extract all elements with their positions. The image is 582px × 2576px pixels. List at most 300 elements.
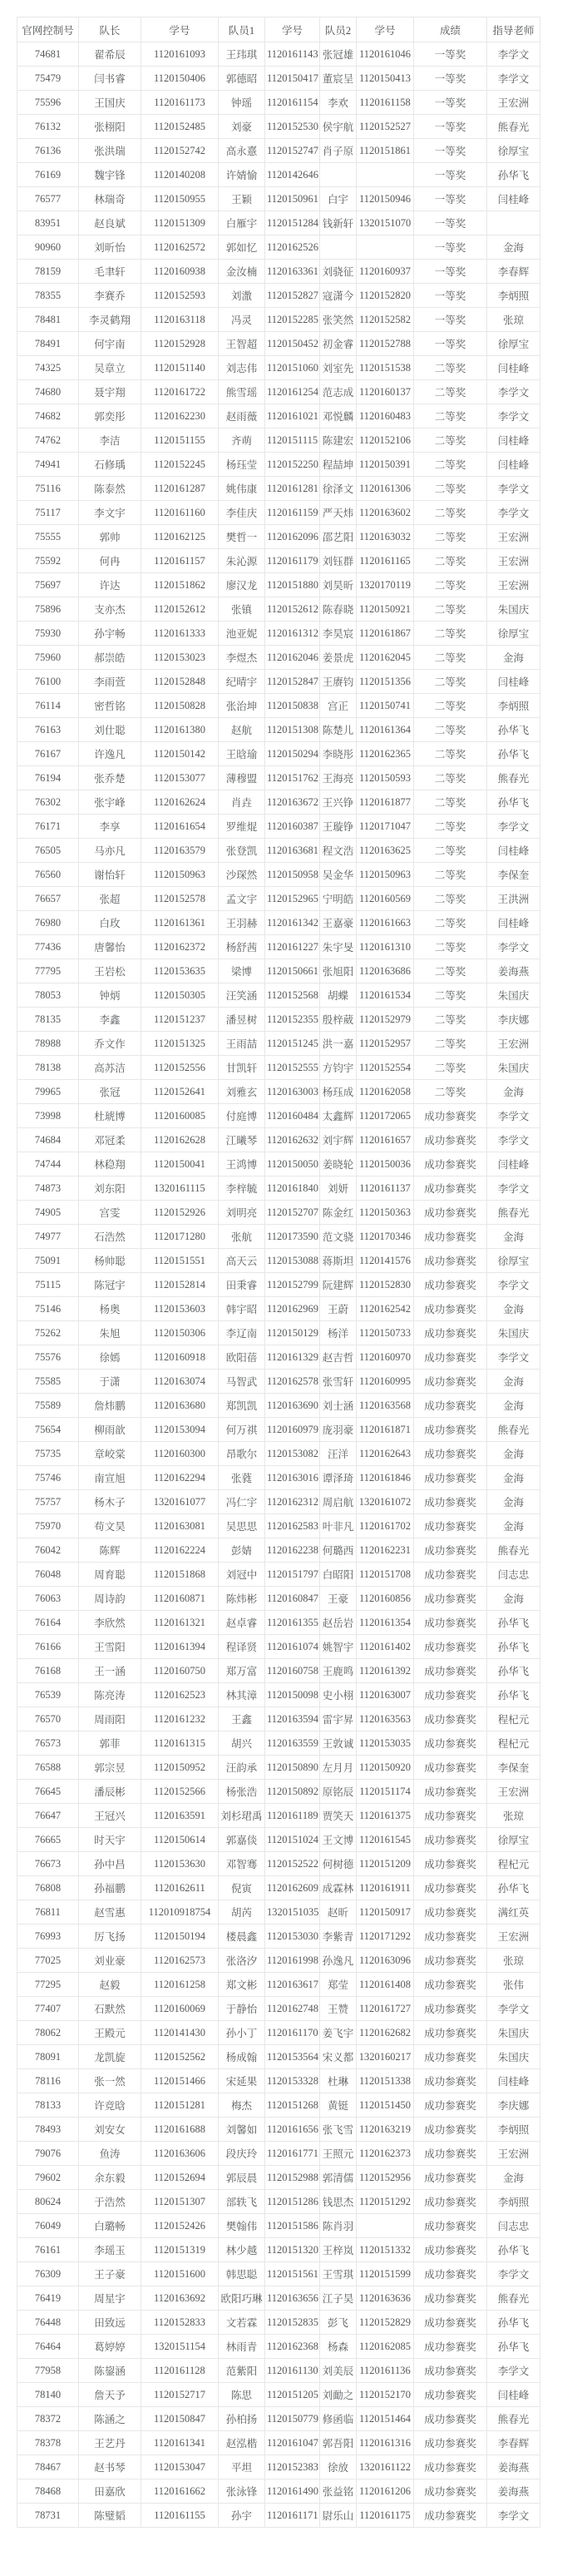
cell-advisor: 孙华飞 xyxy=(487,2238,540,2262)
cell-member1-id: 1120150452 xyxy=(265,332,320,356)
cell-member1: 罗维焜 xyxy=(219,815,265,839)
cell-member2: 程文浩 xyxy=(320,839,357,863)
cell-control-number: 74682 xyxy=(17,404,79,429)
cell-member1: 文若霖 xyxy=(219,2311,265,2335)
cell-member2: 杨洋 xyxy=(320,1321,357,1345)
cell-member2-id: 1120151450 xyxy=(357,2093,414,2118)
cell-member2: 谭泽琦 xyxy=(320,1466,357,1490)
cell-member2: 李紫青 xyxy=(320,1925,357,1949)
cell-advisor: 李炳照 xyxy=(487,694,540,718)
cell-member1: 刘雅玄 xyxy=(219,1080,265,1104)
cell-leader: 陈璧韬 xyxy=(79,2504,141,2528)
cell-member1-id: 1120161771 xyxy=(265,2142,320,2166)
cell-leader: 鱼涛 xyxy=(79,2142,141,2166)
cell-leader: 陈亮涛 xyxy=(79,1683,141,1707)
cell-advisor: 金海 xyxy=(487,1587,540,1611)
table-row xyxy=(17,525,540,549)
table-row xyxy=(17,2335,540,2359)
cell-member1-id: 1120152965 xyxy=(265,887,320,911)
cell-leader: 李瑶玉 xyxy=(79,2238,141,2262)
cell-member2: 黄铤 xyxy=(320,2093,357,2118)
cell-member1-id: 1120150098 xyxy=(265,1683,320,1707)
cell-advisor: 金海 xyxy=(487,1466,540,1490)
cell-advisor: 熊春光 xyxy=(487,766,540,790)
cell-leader: 乔文作 xyxy=(79,1032,141,1056)
cell-result: 成功参赛奖 xyxy=(414,2479,487,2504)
cell-control-number: 75757 xyxy=(17,1490,79,1514)
cell-leader-id: 1120151309 xyxy=(141,211,219,235)
cell-member2-id: 1120151338 xyxy=(357,2069,414,2093)
cell-member1: 刘杉珺禹 xyxy=(219,1804,265,1828)
cell-member1: 林少越 xyxy=(219,2238,265,2262)
cell-control-number: 76577 xyxy=(17,187,79,211)
cell-leader: 翟希辰 xyxy=(79,42,141,67)
cell-leader-id: 1120151466 xyxy=(141,2069,219,2093)
cell-leader: 孙宇畅 xyxy=(79,622,141,646)
cell-result: 二等奖 xyxy=(414,863,487,887)
cell-leader-id: 1120162372 xyxy=(141,935,219,959)
cell-member1-id: 1120160484 xyxy=(265,1104,320,1128)
cell-member1-id: 1120163016 xyxy=(265,1466,320,1490)
table-row xyxy=(17,2431,540,2455)
table-row xyxy=(17,2093,540,2118)
table-row xyxy=(17,694,540,718)
cell-member1: 何万祺 xyxy=(219,1418,265,1442)
cell-member2: 严天炜 xyxy=(320,501,357,525)
cell-member1-id: 1120153564 xyxy=(265,2045,320,2069)
cell-member1: 杨张浩 xyxy=(219,1780,265,1804)
cell-member2: 王璇铮 xyxy=(320,815,357,839)
cell-member2-id: 1120161727 xyxy=(357,1997,414,2021)
cell-leader: 余东毅 xyxy=(79,2166,141,2190)
cell-result: 二等奖 xyxy=(414,597,487,622)
cell-member2-id: 1120152830 xyxy=(357,1273,414,1297)
cell-member2-id: 1120152829 xyxy=(357,2311,414,2335)
cell-member2-id: 1120163568 xyxy=(357,1394,414,1418)
table-row xyxy=(17,429,540,453)
cell-advisor: 李学文 xyxy=(487,67,540,91)
cell-result: 成功参赛奖 xyxy=(414,1225,487,1249)
cell-advisor: 熊春光 xyxy=(487,1538,540,1563)
cell-advisor: 金海 xyxy=(487,1297,540,1321)
cell-member1-id: 1120161159 xyxy=(265,501,320,525)
cell-member2: 赵吉哲 xyxy=(320,1345,357,1370)
cell-member2-id: 1320151070 xyxy=(357,211,414,235)
cell-leader-id: 1120141430 xyxy=(141,2021,219,2045)
cell-result: 二等奖 xyxy=(414,453,487,477)
cell-advisor: 闫桂峰 xyxy=(487,429,540,453)
cell-advisor: 李学文 xyxy=(487,815,540,839)
cell-leader: 柳雨歆 xyxy=(79,1418,141,1442)
cell-leader: 陈涵之 xyxy=(79,2407,141,2431)
cell-result: 二等奖 xyxy=(414,501,487,525)
cell-member1-id: 1120150050 xyxy=(265,1152,320,1177)
cell-leader: 何宇南 xyxy=(79,332,141,356)
table-row xyxy=(17,2214,540,2238)
table-row xyxy=(17,404,540,429)
cell-leader: 张一然 xyxy=(79,2069,141,2093)
table-row xyxy=(17,2069,540,2093)
cell-control-number: 76194 xyxy=(17,766,79,790)
cell-member2-id: 1120160937 xyxy=(357,260,414,284)
cell-control-number: 78481 xyxy=(17,308,79,332)
cell-leader-id: 1120150142 xyxy=(141,742,219,766)
cell-member2: 何树德 xyxy=(320,1852,357,1876)
table-row xyxy=(17,1345,540,1370)
table-row xyxy=(17,1997,540,2021)
cell-member1-id: 1120160847 xyxy=(265,1587,320,1611)
table-row xyxy=(17,790,540,815)
cell-leader: 李赛乔 xyxy=(79,284,141,308)
cell-leader: 张栩阳 xyxy=(79,115,141,139)
cell-member2: 王赓钧 xyxy=(320,670,357,694)
cell-advisor: 闫桂峰 xyxy=(487,453,540,477)
table-row xyxy=(17,597,540,622)
cell-member1-id: 1120151284 xyxy=(265,211,320,235)
cell-result: 一等奖 xyxy=(414,42,487,67)
cell-member1: 吴思思 xyxy=(219,1514,265,1538)
cell-member1-id: 1120161281 xyxy=(265,477,320,501)
cell-result: 成功参赛奖 xyxy=(414,1152,487,1177)
cell-result: 一等奖 xyxy=(414,163,487,187)
cell-member2: 李昊宸 xyxy=(320,622,357,646)
table-row xyxy=(17,2045,540,2069)
cell-member2: 宋义都 xyxy=(320,2045,357,2069)
cell-member2-id: 1120161871 xyxy=(357,1418,414,1442)
cell-control-number: 75146 xyxy=(17,1297,79,1321)
cell-member2-id: 1120150733 xyxy=(357,1321,414,1345)
cell-leader-id: 1120160300 xyxy=(141,1442,219,1466)
cell-leader: 王国庆 xyxy=(79,91,141,115)
cell-member1-id: 1120151880 xyxy=(265,573,320,597)
cell-member1: 李梓毓 xyxy=(219,1177,265,1201)
cell-advisor: 闫桂峰 xyxy=(487,2383,540,2407)
cell-member2-id: 1120161867 xyxy=(357,622,414,646)
cell-advisor: 闫桂峰 xyxy=(487,187,540,211)
cell-member2: 杨珏成 xyxy=(320,1080,357,1104)
cell-member2: 张飞雪 xyxy=(320,2118,357,2142)
cell-result: 二等奖 xyxy=(414,1008,487,1032)
cell-leader-id: 1120151325 xyxy=(141,1032,219,1056)
cell-control-number: 76171 xyxy=(17,815,79,839)
cell-control-number: 78159 xyxy=(17,260,79,284)
cell-member2: 汪洋 xyxy=(320,1442,357,1466)
cell-member1-id: 1120163361 xyxy=(265,260,320,284)
cell-member1: 郭嘉倓 xyxy=(219,1828,265,1852)
cell-result: 二等奖 xyxy=(414,694,487,718)
cell-result: 二等奖 xyxy=(414,404,487,429)
cell-member1: 王颖 xyxy=(219,187,265,211)
cell-member1-id: 1120162046 xyxy=(265,646,320,670)
cell-result: 成功参赛奖 xyxy=(414,2455,487,2479)
cell-leader: 王殿元 xyxy=(79,2021,141,2045)
cell-member2: 彭飞 xyxy=(320,2311,357,2335)
cell-result: 二等奖 xyxy=(414,959,487,983)
cell-result: 成功参赛奖 xyxy=(414,1128,487,1152)
cell-advisor: 金海 xyxy=(487,1225,540,1249)
cell-result: 成功参赛奖 xyxy=(414,1949,487,1973)
cell-member2: 朱宇旻 xyxy=(320,935,357,959)
table-row xyxy=(17,42,540,67)
cell-result: 成功参赛奖 xyxy=(414,2118,487,2142)
cell-member2-id: 1120161046 xyxy=(357,42,414,67)
cell-result: 成功参赛奖 xyxy=(414,1466,487,1490)
table-row xyxy=(17,1949,540,1973)
cell-leader: 唐馨怡 xyxy=(79,935,141,959)
table-row xyxy=(17,935,540,959)
cell-leader: 于潇 xyxy=(79,1370,141,1394)
cell-member1-id: 1120161154 xyxy=(265,91,320,115)
cell-result: 成功参赛奖 xyxy=(414,1828,487,1852)
cell-result: 成功参赛奖 xyxy=(414,2431,487,2455)
cell-control-number: 74681 xyxy=(17,42,79,67)
cell-member1: 欧阳巧琳 xyxy=(219,2286,265,2311)
cell-control-number: 76980 xyxy=(17,911,79,935)
cell-result: 二等奖 xyxy=(414,983,487,1008)
cell-leader: 张冠 xyxy=(79,1080,141,1104)
cell-member2: 修函临 xyxy=(320,2407,357,2431)
cell-member2: 王照元 xyxy=(320,2142,357,2166)
cell-result: 成功参赛奖 xyxy=(414,2190,487,2214)
cell-leader-id: 1120171280 xyxy=(141,1225,219,1249)
table-row xyxy=(17,2359,540,2383)
cell-member2-id: 1120171292 xyxy=(357,1925,414,1949)
cell-result: 二等奖 xyxy=(414,815,487,839)
cell-result: 二等奖 xyxy=(414,646,487,670)
cell-leader-id: 1120160918 xyxy=(141,1345,219,1370)
cell-member2-id: 1120150593 xyxy=(357,766,414,790)
cell-control-number: 76163 xyxy=(17,718,79,742)
cell-leader-id: 1120162224 xyxy=(141,1538,219,1563)
cell-leader-id: 1120152485 xyxy=(141,115,219,139)
cell-member1-id: 1120152568 xyxy=(265,983,320,1008)
table-row xyxy=(17,1008,540,1032)
cell-leader: 刘东阳 xyxy=(79,1177,141,1201)
table-row xyxy=(17,1876,540,1900)
cell-advisor: 姜海燕 xyxy=(487,959,540,983)
cell-advisor: 王宏洲 xyxy=(487,1925,540,1949)
cell-member2-id: 1120161911 xyxy=(357,1876,414,1900)
cell-member2-id: 1120161657 xyxy=(357,1128,414,1152)
cell-result: 二等奖 xyxy=(414,935,487,959)
table-row xyxy=(17,332,540,356)
cell-member2: 郭清儒 xyxy=(320,2166,357,2190)
cell-member1-id: 1120151286 xyxy=(265,2190,320,2214)
cell-member2-id: 1120161354 xyxy=(357,1611,414,1635)
cell-advisor: 王宏洲 xyxy=(487,91,540,115)
cell-member1: 倪寅 xyxy=(219,1876,265,1900)
table-row xyxy=(17,573,540,597)
cell-member1-id: 1120151115 xyxy=(265,429,320,453)
table-row xyxy=(17,1032,540,1056)
cell-advisor: 李学文 xyxy=(487,1128,540,1152)
cell-member1-id: 1120151268 xyxy=(265,2093,320,2118)
cell-member1-id: 1120153328 xyxy=(265,2069,320,2093)
cell-control-number: 75115 xyxy=(17,1273,79,1297)
cell-member2: 王海亮 xyxy=(320,766,357,790)
results-table xyxy=(17,17,540,2528)
cell-member1-id: 1120161656 xyxy=(265,2118,320,2142)
cell-leader-id: 1120152566 xyxy=(141,1780,219,1804)
column-header-member2: 队员2 xyxy=(320,17,357,42)
cell-advisor: 孙华飞 xyxy=(487,742,540,766)
cell-result: 一等奖 xyxy=(414,284,487,308)
cell-member2-id: 1120150963 xyxy=(357,863,414,887)
cell-member1-id: 1120152835 xyxy=(265,2311,320,2335)
cell-advisor: 李庆娜 xyxy=(487,1008,540,1032)
cell-advisor: 朱国庆 xyxy=(487,983,540,1008)
cell-leader-id: 1120161662 xyxy=(141,2479,219,2504)
table-row xyxy=(17,1514,540,1538)
cell-leader-id: 1120151307 xyxy=(141,2190,219,2214)
cell-leader-id: 1120162230 xyxy=(141,404,219,429)
cell-advisor: 徐厚宝 xyxy=(487,1249,540,1273)
cell-leader-id: 1120161157 xyxy=(141,549,219,573)
cell-member2-id: 1120161534 xyxy=(357,983,414,1008)
cell-leader-id: 1120161232 xyxy=(141,1707,219,1731)
table-row xyxy=(17,839,540,863)
cell-member1: 高永憙 xyxy=(219,139,265,163)
cell-member2: 宁明皓 xyxy=(320,887,357,911)
cell-advisor: 王宏洲 xyxy=(487,1780,540,1804)
cell-control-number: 78133 xyxy=(17,2093,79,2118)
cell-result: 成功参赛奖 xyxy=(414,2286,487,2311)
cell-leader-id: 1120161380 xyxy=(141,718,219,742)
cell-member1: 赵航 xyxy=(219,718,265,742)
cell-member2-id: 1120161137 xyxy=(357,1177,414,1201)
cell-member1-id: 1120162238 xyxy=(265,1538,320,1563)
cell-leader-id: 1120150963 xyxy=(141,863,219,887)
cell-control-number: 75697 xyxy=(17,573,79,597)
cell-member2: 钱思杰 xyxy=(320,2190,357,2214)
table-row xyxy=(17,477,540,501)
cell-leader-id: 1120163579 xyxy=(141,839,219,863)
cell-leader-id: 1120161321 xyxy=(141,1611,219,1635)
cell-control-number: 76665 xyxy=(17,1828,79,1852)
cell-member2: 侯宇航 xyxy=(320,115,357,139)
cell-member2-id: 1120151356 xyxy=(357,670,414,694)
cell-member1-id: 1120152847 xyxy=(265,670,320,694)
cell-leader: 王岩松 xyxy=(79,959,141,983)
cell-member1: 王晗瑜 xyxy=(219,742,265,766)
cell-member2-id: 1120160995 xyxy=(357,1370,414,1394)
cell-member1-id: 1120152988 xyxy=(265,2166,320,2190)
cell-control-number: 77795 xyxy=(17,959,79,983)
cell-control-number: 74873 xyxy=(17,1177,79,1201)
cell-member1-id: 1120163003 xyxy=(265,1080,320,1104)
cell-member2-id: 1120162045 xyxy=(357,646,414,670)
cell-control-number: 75735 xyxy=(17,1442,79,1466)
cell-advisor: 孙华飞 xyxy=(487,1659,540,1683)
cell-member1-id: 1120151797 xyxy=(265,1563,320,1587)
table-row xyxy=(17,2166,540,2190)
cell-member2 xyxy=(320,235,357,260)
cell-member1: 刘明亮 xyxy=(219,1201,265,1225)
cell-leader-id: 1120163606 xyxy=(141,2142,219,2166)
cell-result: 二等奖 xyxy=(414,525,487,549)
cell-leader-id: 1120161128 xyxy=(141,2359,219,2383)
cell-leader-id: 1120151600 xyxy=(141,2262,219,2286)
cell-advisor: 李学文 xyxy=(487,1104,540,1128)
cell-member1-id: 1120152383 xyxy=(265,2455,320,2479)
cell-member2-id: 1120171047 xyxy=(357,815,414,839)
cell-control-number: 75746 xyxy=(17,1466,79,1490)
cell-member1-id: 1120163656 xyxy=(265,2286,320,2311)
table-row xyxy=(17,646,540,670)
cell-result: 成功参赛奖 xyxy=(414,1707,487,1731)
cell-advisor: 李学文 xyxy=(487,42,540,67)
cell-member1: 张泳锋 xyxy=(219,2479,265,2504)
cell-member1-id: 1120173590 xyxy=(265,1225,320,1249)
table-row xyxy=(17,1490,540,1514)
cell-control-number: 76419 xyxy=(17,2286,79,2311)
cell-result: 成功参赛奖 xyxy=(414,1900,487,1925)
cell-member1-id: 1120152250 xyxy=(265,453,320,477)
cell-member2-id: 1120150036 xyxy=(357,1152,414,1177)
cell-leader-id: 1120150041 xyxy=(141,1152,219,1177)
cell-member1: 欧阳蓓 xyxy=(219,1345,265,1370)
cell-member1-id: 1120161179 xyxy=(265,549,320,573)
cell-member2-id: 1120151209 xyxy=(357,1852,414,1876)
cell-member1-id: 1120152555 xyxy=(265,1056,320,1080)
cell-leader-id: 1120152742 xyxy=(141,139,219,163)
cell-leader-id: 1320161077 xyxy=(141,1490,219,1514)
cell-member1-id: 1120162748 xyxy=(265,1997,320,2021)
table-row xyxy=(17,2142,540,2166)
cell-control-number: 74684 xyxy=(17,1128,79,1152)
cell-member1: 甘凯轩 xyxy=(219,1056,265,1080)
cell-member2: 白昭阳 xyxy=(320,1563,357,1587)
cell-leader-id: 1120150194 xyxy=(141,1925,219,1949)
cell-member1-id: 1120150892 xyxy=(265,1780,320,1804)
cell-member2: 邵艺阳 xyxy=(320,525,357,549)
cell-member2: 尉乐山 xyxy=(320,2504,357,2528)
cell-member1: 范紫阳 xyxy=(219,2359,265,2383)
cell-control-number: 74325 xyxy=(17,356,79,380)
cell-advisor: 李学文 xyxy=(487,477,540,501)
cell-member2-id: 1120161846 xyxy=(357,1466,414,1490)
cell-member1-id: 1120151024 xyxy=(265,1828,320,1852)
cell-leader-id: 1120153077 xyxy=(141,766,219,790)
cell-member1: 池亚妮 xyxy=(219,622,265,646)
cell-leader: 赵书琴 xyxy=(79,2455,141,2479)
cell-member2: 张益铭 xyxy=(320,2479,357,2504)
cell-control-number: 76309 xyxy=(17,2262,79,2286)
cell-member2-id: 1120151332 xyxy=(357,2238,414,2262)
table-row xyxy=(17,260,540,284)
table-row xyxy=(17,1780,540,1804)
cell-leader-id: 1120151155 xyxy=(141,429,219,453)
cell-member2-id: 1120152170 xyxy=(357,2383,414,2407)
cell-member2: 钱新轩 xyxy=(320,211,357,235)
cell-member1-id: 1120161840 xyxy=(265,1177,320,1201)
cell-result: 成功参赛奖 xyxy=(414,2069,487,2093)
cell-control-number: 76808 xyxy=(17,1876,79,1900)
cell-member2: 陈金红 xyxy=(320,1201,357,1225)
table-row xyxy=(17,1587,540,1611)
cell-result: 成功参赛奖 xyxy=(414,1804,487,1828)
cell-member2: 姜景虎 xyxy=(320,646,357,670)
cell-leader-id: 1120152814 xyxy=(141,1273,219,1297)
cell-member2-id: 1120163096 xyxy=(357,1949,414,1973)
table-row xyxy=(17,983,540,1008)
cell-result: 成功参赛奖 xyxy=(414,1587,487,1611)
cell-member1: 孙宇 xyxy=(219,2504,265,2528)
cell-leader: 杨奥 xyxy=(79,1297,141,1321)
cell-member2: 成霖林 xyxy=(320,1876,357,1900)
cell-member2-id: 1120153035 xyxy=(357,1731,414,1756)
cell-leader-id: 1120153023 xyxy=(141,646,219,670)
